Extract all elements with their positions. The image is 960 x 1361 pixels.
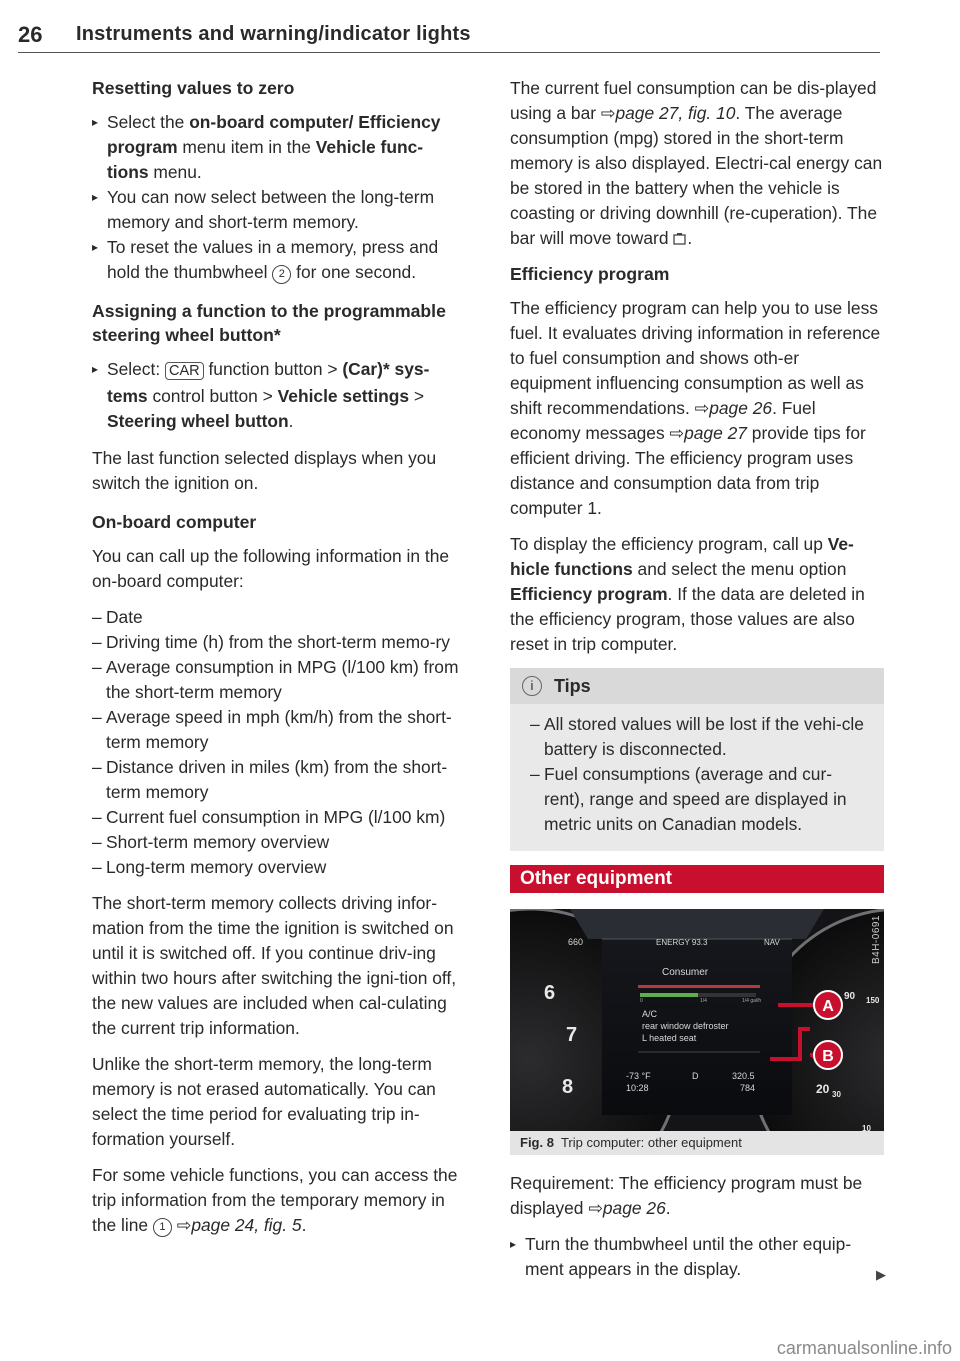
- para-efficiency: The efficiency program can help you to use less fuel. It evaluates driving information in reference to fuel consumption and shows oth-er equipment influencing consumption as well as shift recommendations. ⇨page 26. Fuel economy messages ⇨page 27 provide tips for efficient driving. The efficiency program uses distance and consumption data from trip computer 1.: [510, 298, 881, 518]
- list-item: – Long-term memory overview: [92, 855, 464, 880]
- svg-text:1/4 gal/h: 1/4 gal/h: [742, 998, 762, 1004]
- svg-text:0: 0: [640, 998, 643, 1004]
- turn-thumbwheel-step: ▸ Turn the thumbwheel until the other equip-ment appears in the display.: [510, 1232, 884, 1282]
- callout-b: [814, 1041, 842, 1069]
- list-item: – Short-term memory overview: [92, 830, 464, 855]
- chapter-title: Instruments and warning/indicator lights: [76, 23, 471, 45]
- assign-note: The last function selected displays when you switch the ignition on.: [92, 448, 437, 493]
- list-item: – Driving time (h) from the short-term memo-ry: [92, 630, 464, 655]
- car-key-label: CAR: [165, 362, 204, 380]
- para-requirement: Requirement: The efficiency program must be displayed ⇨page 26.: [510, 1173, 863, 1218]
- page-ref-24[interactable]: page 24, fig. 5: [191, 1215, 302, 1235]
- list-item: – Average consumption in MPG (l/100 km) from the short-term memory: [92, 655, 464, 705]
- svg-text:20: 20: [816, 1082, 830, 1096]
- svg-text:10: 10: [862, 1124, 871, 1131]
- svg-text:660: 660: [568, 937, 584, 947]
- tips-list: [510, 704, 884, 837]
- heading-assign-function: Assigning a function to the programmable steering wheel button*: [92, 301, 446, 345]
- continue-arrow-icon: ▶: [876, 1267, 886, 1282]
- list-item: – Date: [92, 605, 464, 630]
- onboard-intro: You can call up the following information in the on-board computer:: [92, 546, 450, 591]
- page-ref-27[interactable]: page 27: [684, 423, 747, 443]
- svg-text:8: 8: [562, 1076, 574, 1098]
- list-item: – Distance driven in miles (km) from the short-term memory: [92, 755, 464, 805]
- callout-number-2: 2: [272, 265, 291, 284]
- svg-text:ENERGY 93.3: ENERGY 93.3: [656, 938, 708, 947]
- page-ref-26[interactable]: page 26: [709, 398, 773, 418]
- heading-efficiency-program: Efficiency program: [510, 264, 670, 284]
- instrument-cluster-illustration: [510, 909, 884, 1131]
- assign-step: ▸ Select: CAR function button > (Car)* sys-tems control button > Vehicle settings > Steering wheel button.: [92, 357, 464, 434]
- svg-text:7: 7: [566, 1024, 578, 1046]
- figure-code: B4H-0691: [871, 915, 882, 965]
- onboard-list: [92, 605, 464, 880]
- info-icon: i: [522, 676, 542, 696]
- svg-text:D: D: [692, 1071, 699, 1081]
- para-long-term: Unlike the short-term memory, the long-term memory is not erased automatically. You can select the time period for evaluating trip in-formation yourself.: [92, 1054, 436, 1149]
- svg-text:rear window defroster: rear window defroster: [642, 1021, 729, 1031]
- reset-step-2: ▸ You can now select between the long-term memory and short-term memory.: [92, 185, 464, 235]
- battery-icon: [673, 233, 687, 245]
- svg-text:L heated seat: L heated seat: [642, 1033, 697, 1043]
- svg-text:150: 150: [866, 996, 880, 1005]
- page-header: [18, 22, 880, 53]
- list-item: – Fuel consumptions (average and cur-rent), range and speed are displayed in metric units on Canadian models.: [530, 762, 870, 837]
- para-display-efficiency: To display the efficiency program, call up Ve-hicle functions and select the menu option Efficiency program. If the data are deleted in the efficiency program, those values are also reset in trip computer.: [510, 534, 865, 654]
- trip-computer-figure: [510, 909, 884, 1131]
- list-item: – All stored values will be lost if the vehi-cle battery is disconnected.: [530, 712, 870, 762]
- svg-text:Consumer: Consumer: [662, 967, 709, 978]
- svg-text:90: 90: [844, 991, 856, 1002]
- reset-step-3: ▸ To reset the values in a memory, press and hold the thumbwheel 2 for one second.: [92, 235, 464, 285]
- para-short-term: The short-term memory collects driving infor-mation from the time the ignition is switched on until it is switched off. If you continue driv-ing within two hours after switching the igni-tion off, the new values are included when cal-culating the current trip information.: [92, 893, 457, 1038]
- heading-resetting-values: Resetting values to zero: [92, 78, 295, 98]
- page-number: 26: [18, 22, 43, 47]
- svg-text:320.5: 320.5: [732, 1071, 755, 1081]
- page-ref-26[interactable]: page 26: [602, 1198, 666, 1218]
- page-ref-27-fig-10[interactable]: page 27, fig. 10: [615, 103, 736, 123]
- tips-box: [510, 668, 884, 851]
- list-item: – Average speed in mph (km/h) from the short-term memory: [92, 705, 464, 755]
- para-temporary: For some vehicle functions, you can access the trip information from the temporary memory in the line 1 ⇨page 24, fig. 5.: [92, 1165, 458, 1235]
- right-column: [510, 76, 884, 1282]
- para-fuel-bar: The current fuel consumption can be dis-played using a bar ⇨page 27, fig. 10. The average consumption (mpg) stored in the short-term memory is also displayed. Electri-cal energy can be stored in the battery when the vehicle is coasting or driving downhill (re-cuperation). The bar will move toward .: [510, 78, 883, 248]
- svg-text:A: A: [822, 998, 834, 1015]
- left-column: [92, 76, 464, 1249]
- svg-text:30: 30: [832, 1090, 841, 1099]
- svg-text:B: B: [822, 1048, 834, 1065]
- svg-text:A/C: A/C: [642, 1009, 658, 1019]
- reset-step-1: ▸ Select the on-board computer/ Efficiency program menu item in the Vehicle func-tions menu.: [92, 110, 464, 185]
- section-title-other-equipment: Other equipment: [510, 865, 884, 893]
- svg-text:10:28: 10:28: [626, 1083, 649, 1093]
- svg-text:784: 784: [740, 1083, 756, 1093]
- watermark: carmanualsonline.info: [776, 1338, 952, 1358]
- callout-a: [814, 991, 842, 1019]
- svg-text:-73 °F: -73 °F: [626, 1071, 651, 1081]
- callout-number-1: 1: [153, 1218, 172, 1237]
- svg-text:6: 6: [544, 982, 556, 1004]
- svg-text:1/4: 1/4: [700, 998, 707, 1004]
- list-item: – Current fuel consumption in MPG (l/100 km): [92, 805, 464, 830]
- heading-onboard-computer: On-board computer: [92, 512, 257, 532]
- svg-text:NAV: NAV: [764, 938, 780, 947]
- figure-caption: Fig. 8 Trip computer: other equipment: [510, 1131, 884, 1155]
- tips-header: i Tips: [510, 668, 884, 704]
